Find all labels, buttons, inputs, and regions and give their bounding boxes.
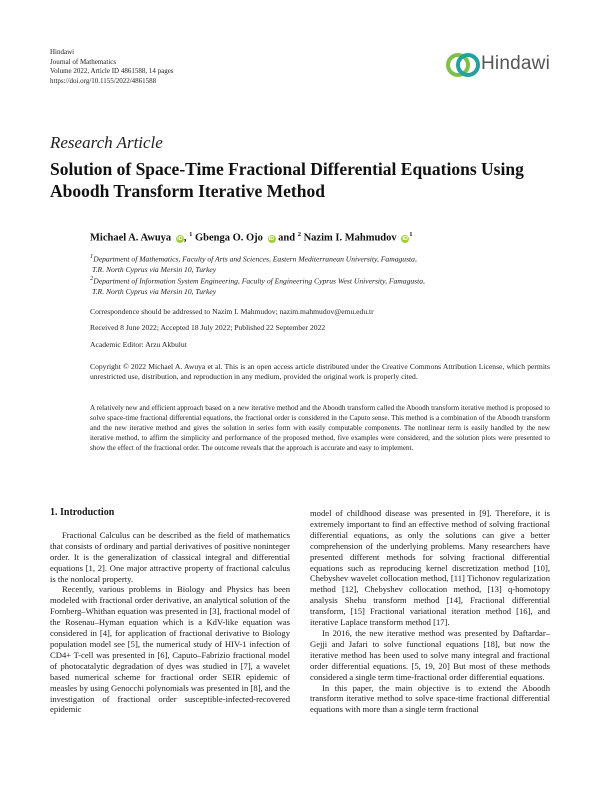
author-name[interactable]: Gbenga O. Ojo [194,232,263,244]
article-title: Solution of Space-Time Fractional Differential Equations Using Aboodh Transform Iterative Method [50,159,524,201]
paragraph: Fractional Calculus can be described as the field of mathematics that consists of ordinary and partial derivatives of positive noninteger order. It is the generalization of classical integral and differential equations [1, 2]. One major attractive property of fractional calculus is the nonlocal property. [50,529,290,584]
paragraph: Recently, various problems in Biology and Physics has been modeled with fractional order derivative, an analytical solution of the Fornberg–Whithan equation was presented in [3], fractional model of the Rosenau–Hyman equation which is a KdV-like equation was considered in [4], for application of fractional derivative to Biology population model see [5], the numerical study of HIV-1 infection of CD4+ T-cell was presented in [6], Caputo–Fabrizio fractional model of photocatalytic degradation of dyes was studied in [7], a wavelet based numerical scheme for fractional order SEIR epidemic of measles by using Genocchi polynomials was presented in [8], and the investigation of fractional order susceptible-infected-recovered epidemic [50,584,290,715]
orcid-icon[interactable]: iD [268,235,275,242]
orcid-icon[interactable]: iD [402,235,409,242]
section-heading: 1. Introduction [50,507,115,518]
paragraph: model of childhood disease was presented in [9]. Therefore, it is extremely important to find an effective method of solving fractional differential equations, as only the solutions can give a better comprehension of the underlying problems. Many researchers have presented different methods for solving fractional differential equations such as reproducing kernel discretization method [10], Chebyshev wavelet collocation method, [11] Tichonov regularization method [12], Chebyshev collocation method, [13] q-homotopy analysis Shehu transform method [14], Fractional differential transform, [15] Fractional variational iteration method [16], and iterative Laplace transform method [17]. [310,508,550,628]
correspondence: Correspondence should be addressed to Nazim I. Mahmudov; nazim.mahmudov@emu.edu.tr [90,307,374,316]
hindawi-logo-icon [446,50,480,80]
academic-editor: Academic Editor: Arzu Akbulut [90,340,187,349]
orcid-icon[interactable]: iD [177,235,183,242]
author-name[interactable]: Michael A. Awuya [90,232,172,244]
body-column-left [50,508,290,715]
doi-link[interactable]: https://doi.org/10.1155/2022/4861588 [50,76,157,85]
author-name[interactable]: Nazim I. Mahmudov [303,232,397,244]
logo-text: Hindawi [481,53,550,74]
author-list: Michael A. Awuya iD, $^1$ Gbenga O. Ojo iD and $^2$ Nazim I. Mahmudov $iD^1$ [90,231,413,244]
affiliation-2: $^2$Department of Information System Engineering, Faculty of Engineering Cyprus West University, Famagusta, T.R. North Cyprus via Mersin 10, Turkey [90,275,425,297]
publisher-name: Hindawi [50,48,75,56]
article-type: Research Article [50,133,163,152]
article-dates: Received 8 June 2022; Accepted 18 July 2022; Published 22 September 2022 [90,323,326,332]
body-column-right [310,508,550,715]
affiliation-1: $^1$Department of Mathematics, Faculty of Arts and Sciences, Eastern Mediterranean University, Famagusta, T.R. North Cyprus via Mersin 10, Turkey [90,253,417,275]
hindawi-logo[interactable] [446,50,556,80]
journal-name: Journal of Mathematics [50,57,117,66]
author-affiliation-sup: 1 [409,231,413,238]
journal-meta [50,48,174,86]
copyright-notice: Copyright © 2022 Michael A. Awuya et al. This is an open access article distributed under the Creative Commons Attribution License, which permits unrestricted use, distribution, and reproduction in any medium, provided the original work is properly cited. [90,362,550,382]
paragraph: In this paper, the main objective is to extend the Aboodh transform iterative method to solve space-time fractional differential equations with more than a single term fractional [310,682,550,715]
paragraph: In 2016, the new iterative method was presented by Daftardar–Gejji and Jafari to solve functional equations [18], but now the iterative method has been used to solve many integral and fractional order differential equations. [5, 19, 20] But most of these methods considered a single term time-fractional order differential equations. [310,627,550,682]
volume-info: Volume 2022, Article ID 4861588, 14 pages [50,67,174,75]
author-affiliation-sup: 2 [297,231,301,238]
abstract: A relatively new and efficient approach based on a new iterative method and the Aboodh transform called the Aboodh transform iterative method is proposed to solve space-time fractional differential equations, the fractional order is considered in the Caputo sense. This method is a combination of the Aboodh transform and the new iterative method and gives the solution in series form with easily computable components. The nonlinear term is easily handled by the new iterative method, to affirm the simplicity and performance of the proposed method, five examples were considered, and the solution plots were presented to show the effect of the fractional order. The outcome reveals that the approach is accurate and easy to implement. [90,404,550,452]
author-affiliation-sup: 1 [189,231,193,238]
